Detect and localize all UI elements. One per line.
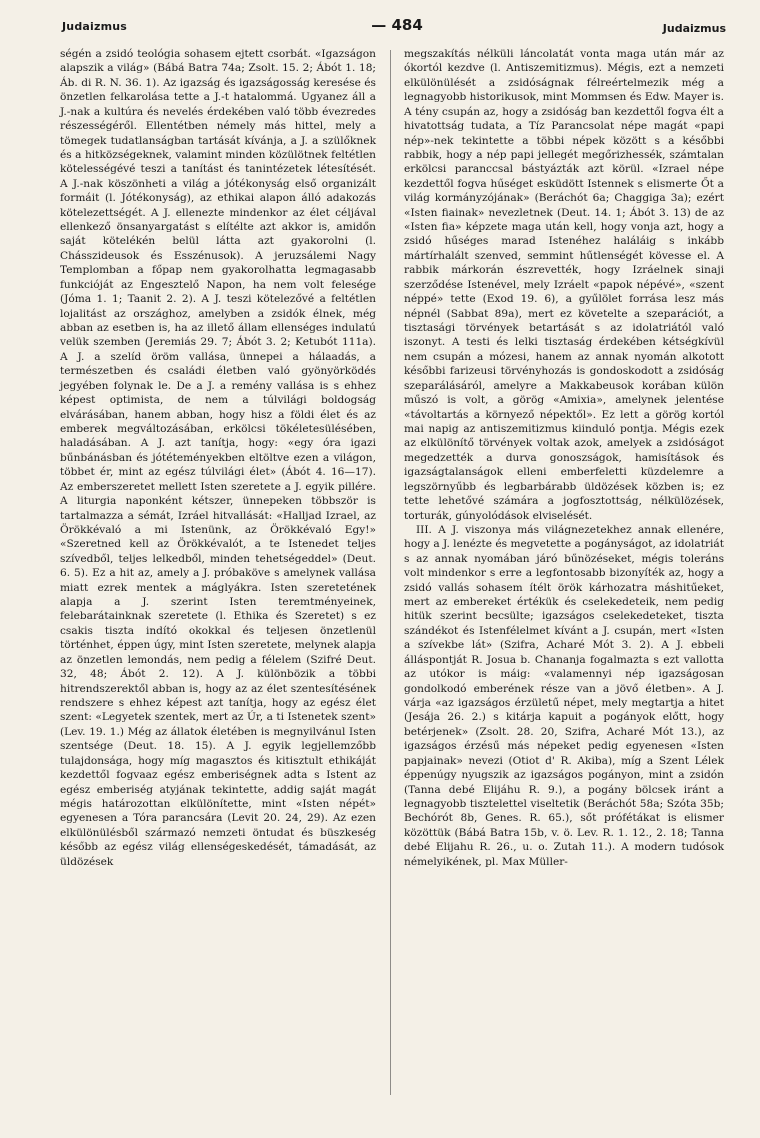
column-divider [390, 50, 391, 1095]
right-column-paragraph: megszakítás nélküli láncolatát vonta maga után már az ókortól kezdve (l. Antiszemitizmus). Mégis, ezt a nemzeti elkülönülését a zsidóságnak félreértelmezik még a legnagyobb historikusok, mint Mommsen és Edw. Mayer is. A tény csupán az, hogy a zsidóság ban kezdettől fogva élt a hivatottság tudata, a Tíz Parancsolat népe magát «papi nép»-nek tekintette a többi népek között s a későbbi rabbik, hogy a nép papi jellegét megőrizhessék, számtalan erkölcsi paranccsal bástyázták azt körül. «Izrael népe kezdettől fogva hűséget esküdött Istennek s elismerte Őt a világ kormányzójának» (Beráchót 6a; Chaggiga 3a); ezért «Isten fiainak» nevezletnek (Deut. 14. 1; Ábót 3. 13) de az «Isten fia» képzete maga után kell, hogy vonja azt, hogy a zsidó hűséges marad Istenéhez haláláig s inkább mártírhalált szenved, semmint hűtlenségét kövesse el. A rabbik márkorán észrevették, hogy Izráelnek sinaji szerződése Istenével, mely Izráelt «papok népévé», «szent néppé» tette (Exod 19. 6), a gyűlölet forrása lesz más népnél (Sabbat 89a), mert ez követelte a szeparációt, a tisztasági törvények betartását s az idolatriától való iszonyt. A testi és lelki tisztaság érdekében kétségkívül nem csupán a mózesi, hanem az annak nyomán alkotott későbbi farizeusi törvényhozás is gondoskodott a zsidóság szeparálásáról, amelyre a Makkabeusok korában külön műszó is volt, a görög «Amixia», amelynek jelentése «távoltartás a környező népektől». Ez lett a görög kortól mai napig az antiszemitizmus kiinduló pontja. Mégis ezek az elkülönítő törvények voltak azok, amelyek a zsidóságot megedzették a durva gonoszságok, hamisítások és igazságtalanságok elleni emberfeletti küzdelemre a legszörnyűbb és legbarbárabb üldözések közben is; ez tette lehetővé számára a jogfosztottság, nélkülözések, torturák, gúnyolódások elviselését. [404, 48, 724, 522]
left-column [60, 47, 376, 869]
running-head-right: Judaizmus [662, 22, 726, 35]
running-head [62, 16, 726, 40]
running-head-left: Judaizmus [62, 20, 128, 33]
right-column [404, 47, 724, 869]
left-column-paragraph: ségén a zsidó teológia sohasem ejtett csorbát. «Igazságon alapszik a világ» (Bábá Batra 74a; Zsolt. 15. 2; Ábót 1. 18; Áb. di R. N. 36. 1). Az igazság és igazságosság keresése és önzetlen felkarolása tette a J.-t hatalommá. Ugyanez áll a J.-nak a kultúra és nevelés érdekében való több évezredes részességéről. Ellentétben némely más hittel, mely a tömegek tudatlanságban tartását kívánja, a J. a szülőknek és a hitközségeknek, valamint minden közülötnek feltétlen kötelességévé teszi a tanítást és tanintézetek létesítését. A J.-nak köszönheti a világ a jótékonyság első organizált formáit (l. Jótékonyság), az ethikai alapon álló adakozás kötelezettségét. A J. ellenezte mindenkor az élet céljával ellenkező önsanyargatást s elítélte azt akkor is, amidőn saját kötelékén belül látta azt gyakorolni (l. Chásszideusok és Esszénusok). A jeruzsálemi Nagy Templomban a főpap nem gyakorolhatta legmagasabb funkcióját az Engesztelő Napon, ha nem volt felesége (Jóma 1. 1; Taanit 2. 2). A J. teszi kötelezővé a feltétlen lojalitást az országhoz, amelyben a zsidók élnek, még abban az esetben is, ha az illető állam ellenséges indulatú velük szemben (Jeremiás 29. 7; Ábót 3. 2; Ketubót 111a). A J. a szelíd öröm vallása, ünnepei a hálaadás, a természetben és családi életben való gyönyörködés jegyében folynak le. De a J. a remény vallása is s ehhez képest optimista, de nem a túlvilági boldogság elvárásában, hanem abban, hogy hisz a földi élet és az emberek megváltozásában, erkölcsi tökéletesülésében, haladásában. A J. azt tanítja, hogy: «egy óra igazi bűnbánásban és jótéteményekben eltöltve ezen a világon, többet ér, mint az egész túlvilági élet» (Ábót 4. 16—17). Az emberszeretet mellett Isten szeretete a J. egyik pillére. A liturgia naponként kétszer, ünnepeken többször is tartalmazza a sémát, Izráel hitvallását: «Halljad Izrael, az Örökkévaló a mi Istenünk, az Örökkévaló Egy!» «Szeretned kell az Örökkévalót, a te Istenedet teljes szívedből, teljes lelkedből, minden tehetségeddel» (Deut. 6. 5). Ez a hit az, amely a J. próbaköve s amelynek vallása miatt ezrek mentek a máglyákra. Isten szeretetének alapja a J. szerint Isten teremtményeinek, felebarátainknak szeretete (l. Ethika és Szeretet) s ez csakis tiszta indító okokkal és teljesen önzetlenül történhet, éppen úgy, mint Isten szeretete, melynek alapja az önzetlen lemondás, nem pedig a félelem (Szifré Deut. 32, 48; Ábót 2. 12). A J. különbözik a többi hitrendszerektől abban is, hogy az az élet szentesítésének rendszere s ehhez képest azt tanítja, hogy az egész élet szent: «Legyetek szentek, mert az Úr, a ti Istenetek szent» (Lev. 19. 1.) Még az állatok életében is megnyilvánul Isten szentsége (Deut. 18. 15). A J. egyik legjellemzőbb tulajdonsága, hogy míg magasztos és kitisztult ethikáját kezdettől fogvaaz egész emberiségnek adta s Istent az egész emberiség atyjának tekintette, addig saját magát mégis határozottan elkülönítette, mint «Isten népét» egyenesen a Tóra parancsára (Levit 20. 24, 29). Az ezen elkülönülésből származó nemzeti öntudat és büszkeség később az egész világ ellenségeskedését, támadását, az üldözések [60, 48, 376, 868]
right-column-section-iii: III. A J. viszonya más világnezetekhez annak ellenére, hogy a J. lenézte és megvetette a pogányságot, az idolatriát s az annak nyomában járó bűnözéseket, mégis toleráns volt mindenkor s erre a legfontosabb bizonyíték az, hogy a zsidó vallás sohasem ítélt örök kárhozatra máshitűeket, mert az embereket értékük és cselekedeteik, nem pedig hitük szerint becsülte; igazságos cselekedeteket, tiszta szándékot és Istenfélelmet kívánt a J. csupán, mert «Isten a szívekbe lát» (Szifra, Acharé Mót 3. 2). A J. ebbeli álláspontját R. Josua b. Chananja fogalmazta s ezt vallotta az utókor is máig: «valamennyi nép igazságosan gondolkodó emberének része van a jövő életben». A J. várja «az igazságos érzületű népet, mely megtartja a hitet (Jesája 26. 2.) s kitárja kapuit a pogányok előtt, hogy betérjenek» (Zsolt. 28. 20, Szifra, Acharé Mót 13.), az igazságos érzésű más népeket pedig egyenesen «Isten papjainak» nevezi (Otiot d' R. Akiba), míg a Szent Lélek éppenúgy nyugszik az igazságos pogányon, mint a zsidón (Tanna debé Elijáhu R. 9.), a pogány bölcsek iránt a legnagyobb tisztelettel viseltetik (Beráchót 58a; Szóta 35b; Bechórót 8b, Genes. R. 65.), sőt prófétákat is elismer közöttük (Bábá Batra 15b, v. ö. Lev. R. 1. 12., 2. 18; Tanna debé Elijahu R. 26., u. o. Zutah 11.). A modern tudósok némelyikének, pl. Max Müller- [404, 523, 724, 868]
page-number: — 484 [371, 16, 423, 34]
